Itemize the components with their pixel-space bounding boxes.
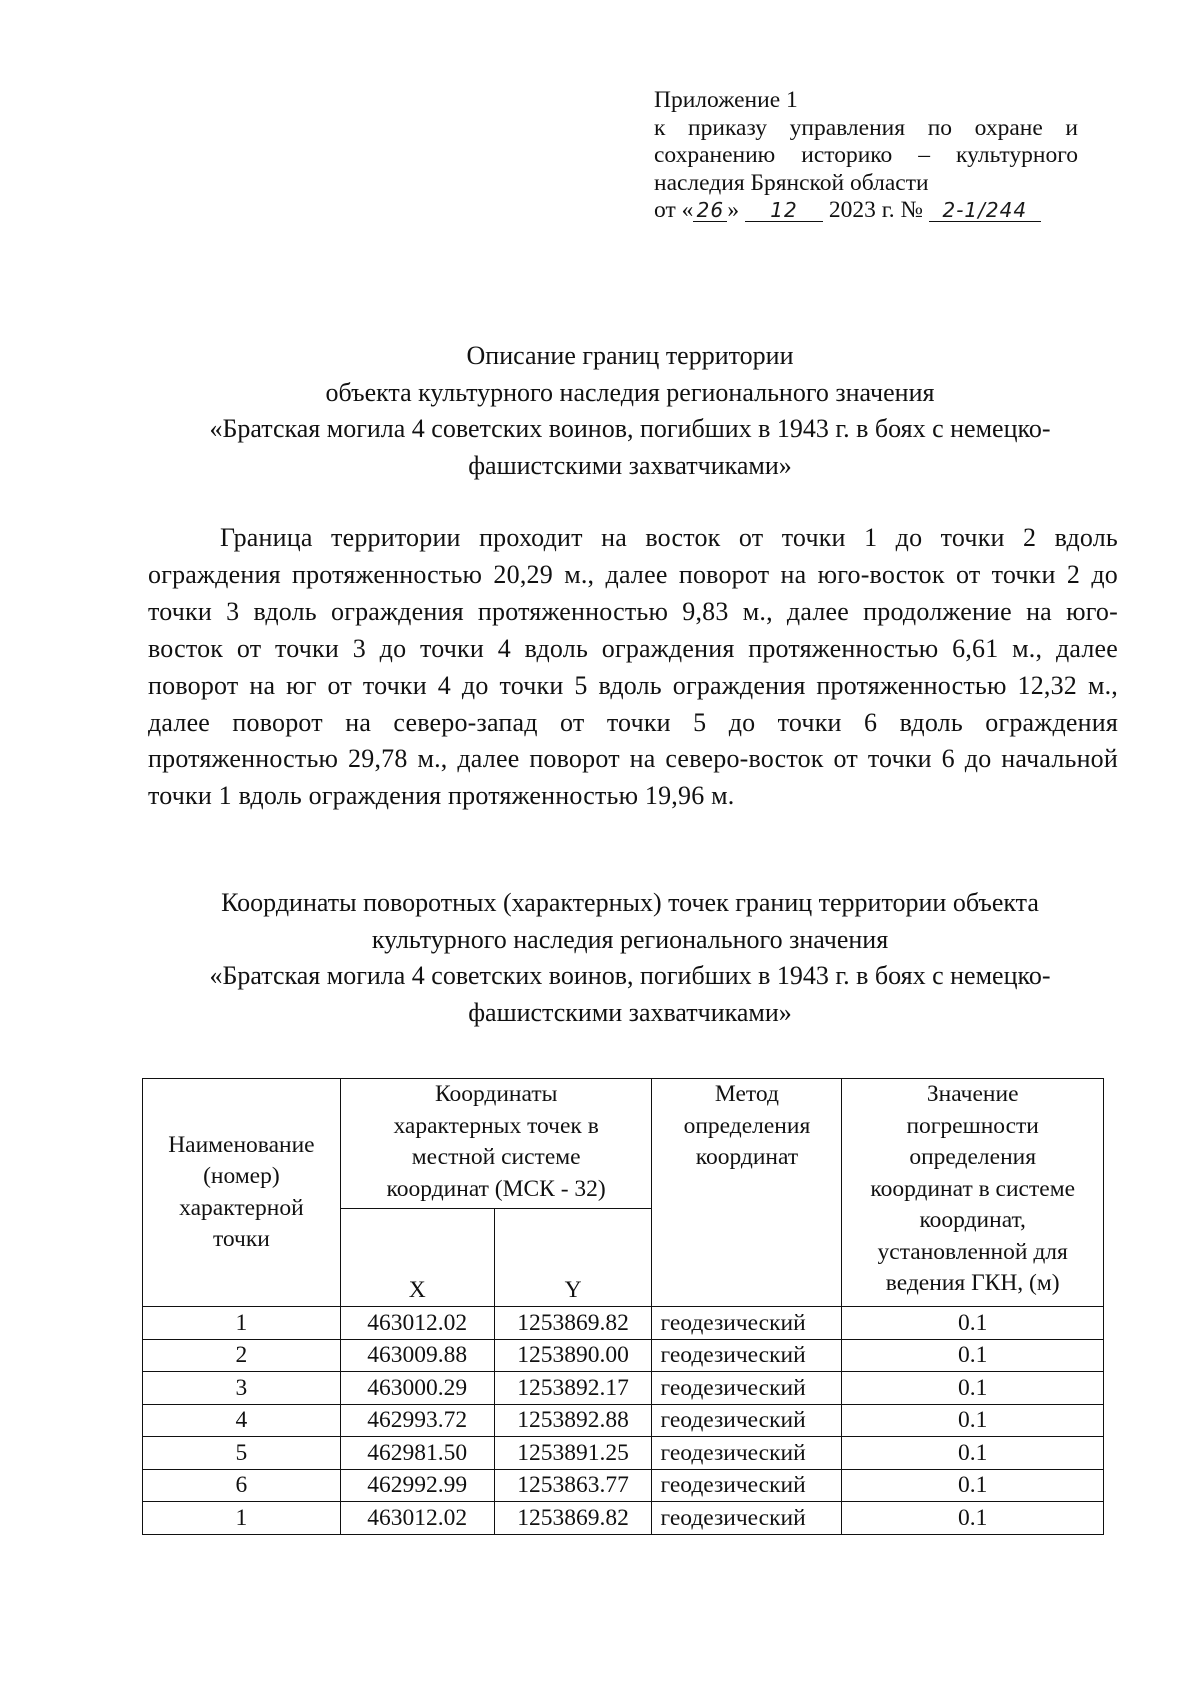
appendix-label: Приложение 1 [654,87,798,113]
date-day-handwritten: 26 [693,199,727,222]
date-month-handwritten: 12 [745,199,823,222]
table-row [143,1502,1104,1535]
cell-error: 0.1 [842,1502,1104,1535]
date-mid: » [727,197,740,223]
table-row [143,1437,1104,1470]
cell-method: геодезический [652,1502,842,1535]
cell-method: геодезический [652,1404,842,1437]
cell-error: 0.1 [842,1372,1104,1405]
cell-error: 0.1 [842,1404,1104,1437]
cell-point: 1 [143,1502,341,1535]
appendix-header [654,87,1078,225]
cell-x: 462992.99 [340,1469,494,1502]
coords-title-line: фашистскими захватчиками» [468,997,792,1027]
cell-method: геодезический [652,1307,842,1340]
cell-point: 1 [143,1307,341,1340]
table-row [143,1404,1104,1437]
cell-method: геодезический [652,1372,842,1405]
cell-x: 463000.29 [340,1372,494,1405]
header-coordinates: Координаты характерных точек в местной системе координат (МСК - 32) [340,1079,652,1209]
description-title-line: Описание границ территории [466,341,794,370]
description-title-line: фашистскими захватчиками» [468,450,792,480]
cell-y: 1253869.82 [494,1307,652,1340]
order-number-handwritten: 2-1/244 [929,199,1041,222]
cell-x: 462981.50 [340,1437,494,1470]
cell-method: геодезический [652,1339,842,1372]
cell-method: геодезический [652,1437,842,1470]
appendix-line-region: наследия Брянской области [654,169,929,196]
cell-y: 1253892.17 [494,1372,652,1405]
table-row [143,1469,1104,1502]
cell-error: 0.1 [842,1469,1104,1502]
description-title-line: «Братская могила 4 советских воинов, погибших в 1943 г. в боях с немецко- [209,414,1051,443]
header-point-name: Наименование (номер) характерной точки [143,1079,341,1307]
coordinates-table [142,1078,1104,1535]
cell-y: 1253891.25 [494,1437,652,1470]
cell-x: 463009.88 [340,1339,494,1372]
date-prefix: от « [654,197,694,223]
cell-error: 0.1 [842,1307,1104,1340]
coords-title-line: Координаты поворотных (характерных) точек границ территории объекта [221,888,1039,917]
coords-title-line: культурного наследия регионального значения [371,924,889,954]
cell-x: 463012.02 [340,1307,494,1340]
coords-title-line: «Братская могила 4 советских воинов, погибших в 1943 г. в боях с немецко- [209,961,1051,990]
appendix-line-heritage: сохранению историко – культурного [654,142,1078,168]
cell-y: 1253890.00 [494,1339,652,1372]
cell-y: 1253892.88 [494,1404,652,1437]
cell-x: 463012.02 [340,1502,494,1535]
header-method: Метод определения координат [652,1079,842,1307]
cell-y: 1253869.82 [494,1502,652,1535]
header-y: Y [494,1209,652,1307]
appendix-date-line [654,197,1078,225]
cell-error: 0.1 [842,1339,1104,1372]
date-year: 2023 г. № [828,197,923,223]
cell-point: 2 [143,1339,341,1372]
table-row [143,1339,1104,1372]
cell-point: 3 [143,1372,341,1405]
cell-point: 5 [143,1437,341,1470]
table-row [143,1307,1104,1340]
header-x: X [340,1209,494,1307]
cell-y: 1253863.77 [494,1469,652,1502]
cell-point: 4 [143,1404,341,1437]
appendix-line-order: к приказу управления по охране и [654,114,1078,141]
boundary-description: Граница территории проходит на восток от точки 1 до точки 2 вдоль ограждения протяженностью 20,29 м., далее поворот на юго-восток от точки 2 до точки 3 вдоль ограждения протяженностью 9,83 м., далее продолжение на юго-восток от точки 3 до точки 4 вдоль ограждения протяженностью 6,61 м., далее поворот на юг от точки 4 до точки 5 вдоль ограждения протяженностью 12,32 м., далее поворот на северо-запад от точки 5 до точки 6 вдоль ограждения протяженностью 29,78 м., далее поворот на северо-восток от точки 6 до начальной точки 1 вдоль ограждения протяженностью 19,96 м. [148,523,1118,811]
cell-x: 462993.72 [340,1404,494,1437]
header-error: Значение погрешности определения координат в системе координат, установленной для ведения ГКН, (м) [842,1079,1104,1307]
cell-point: 6 [143,1469,341,1502]
cell-error: 0.1 [842,1437,1104,1470]
cell-method: геодезический [652,1469,842,1502]
description-title [150,338,1110,484]
coords-title [150,885,1110,1031]
description-title-line: объекта культурного наследия регионального значения [325,377,935,407]
table-row [143,1372,1104,1405]
